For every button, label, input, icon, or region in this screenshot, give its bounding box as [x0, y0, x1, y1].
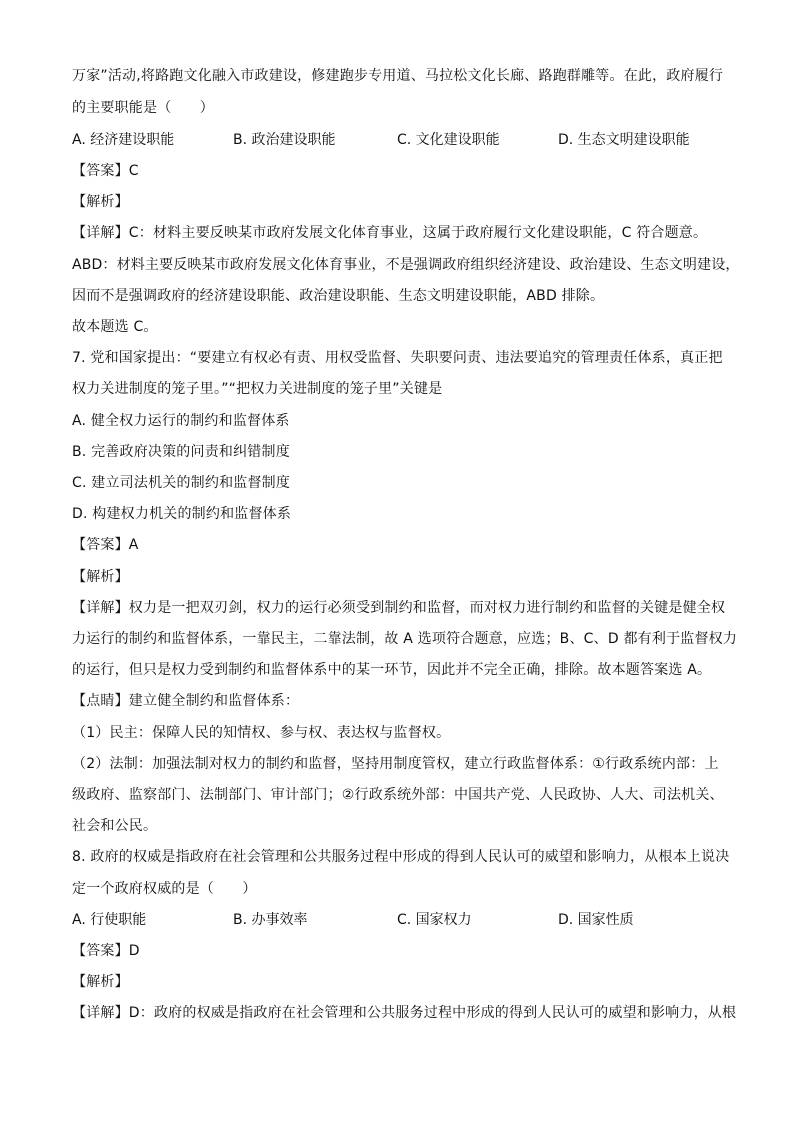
q8-stem-line1: 8. 政府的权威是指政府在社会管理和公共服务过程中形成的得到人民认可的威望和影响力，从根本上说决 — [72, 849, 730, 865]
q6-option-d: D. 生态文明建设职能 — [558, 132, 690, 148]
q7-option-d: D. 构建权力机关的制约和监督体系 — [72, 506, 292, 522]
q6-answer: 【答案】C — [72, 163, 139, 179]
q7-point-line1: （1）民主：保障人民的知情权、参与权、表达权与监督权。 — [72, 725, 451, 741]
q8-option-b: B. 办事效率 — [233, 912, 308, 928]
q7-stem-line1: 7. 党和国家提出：“要建立有权必有责、用权受监督、失职要问责、违法要追究的管理责任体系，真正把 — [72, 350, 723, 366]
q6-stem-line1: 万家”活动,将路跑文化融入市政建设，修建跑步专用道、马拉松文化长廊、路跑群雕等。在此，政府履行 — [72, 68, 724, 84]
q7-detail-line3: 的运行，但只是权力受到制约和监督体系中的某一环节，因此并不完全正确，排除。故本题答案选 A。 — [72, 662, 712, 678]
q7-point-heading: 【点睛】建立健全制约和监督体系： — [72, 693, 300, 709]
q7-option-b: B. 完善政府决策的问责和纠错制度 — [72, 444, 290, 460]
q8-option-c: C. 国家权力 — [397, 912, 472, 928]
q7-option-c: C. 建立司法机关的制约和监督制度 — [72, 475, 291, 491]
q7-detail-line1: 【详解】权力是一把双刃剑，权力的运行必须受到制约和监督，而对权力进行制约和监督的关键是健全权 — [72, 600, 726, 616]
q8-option-a: A. 行使职能 — [72, 912, 147, 928]
q7-stem-line2: 权力关进制度的笼子里。”“把权力关进制度的笼子里”关键是 — [72, 381, 443, 397]
q7-analysis-heading: 【解析】 — [72, 569, 129, 585]
q8-option-d: D. 国家性质 — [558, 912, 634, 928]
q8-detail-line1: 【详解】D：政府的权威是指政府在社会管理和公共服务过程中形成的得到人民认可的威望和影响力，从根 — [72, 1005, 737, 1021]
q6-analysis-heading: 【解析】 — [72, 194, 129, 210]
q7-answer: 【答案】A — [72, 537, 139, 553]
q6-detail-line3: 因而不是强调政府的经济建设职能、政治建设职能、生态文明建设职能，ABD 排除。 — [72, 288, 605, 304]
q7-point-line2: （2）法制：加强法制对权力的制约和监督，坚持用制度管权，建立行政监督体系：①行政系统内部：上 — [72, 756, 719, 772]
q6-option-b: B. 政治建设职能 — [233, 132, 336, 148]
q6-option-c: C. 文化建设职能 — [397, 132, 500, 148]
q8-analysis-heading: 【解析】 — [72, 974, 129, 990]
q6-detail-line2: ABD：材料主要反映某市政府发展文化体育事业，不是强调政府组织经济建设、政治建设、生态文明建设， — [72, 257, 740, 273]
q7-point-line3: 级政府、监察部门、法制部门、审计部门；②行政系统外部：中国共产党、人民政协、人大、司法机关、 — [72, 787, 724, 803]
q8-stem-line2: 定一个政府权威的是（ ） — [72, 881, 257, 897]
q6-stem-line2: 的主要职能是（ ） — [72, 100, 214, 116]
q7-detail-line2: 力运行的制约和监督体系，一靠民主，二靠法制，故 A 选项符合题意，应选；B、C、D 都有利于监督权力 — [72, 631, 738, 647]
q6-detail-line1: 【详解】C：材料主要反映某市政府发展文化体育事业，这属于政府履行文化建设职能，C 符合题意。 — [72, 225, 708, 241]
q8-answer: 【答案】D — [72, 943, 140, 959]
q6-conclusion: 故本题选 C。 — [72, 319, 158, 335]
q7-point-line4: 社会和公民。 — [72, 818, 158, 834]
q7-option-a: A. 健全权力运行的制约和监督体系 — [72, 413, 290, 429]
q6-option-a: A. 经济建设职能 — [72, 132, 175, 148]
